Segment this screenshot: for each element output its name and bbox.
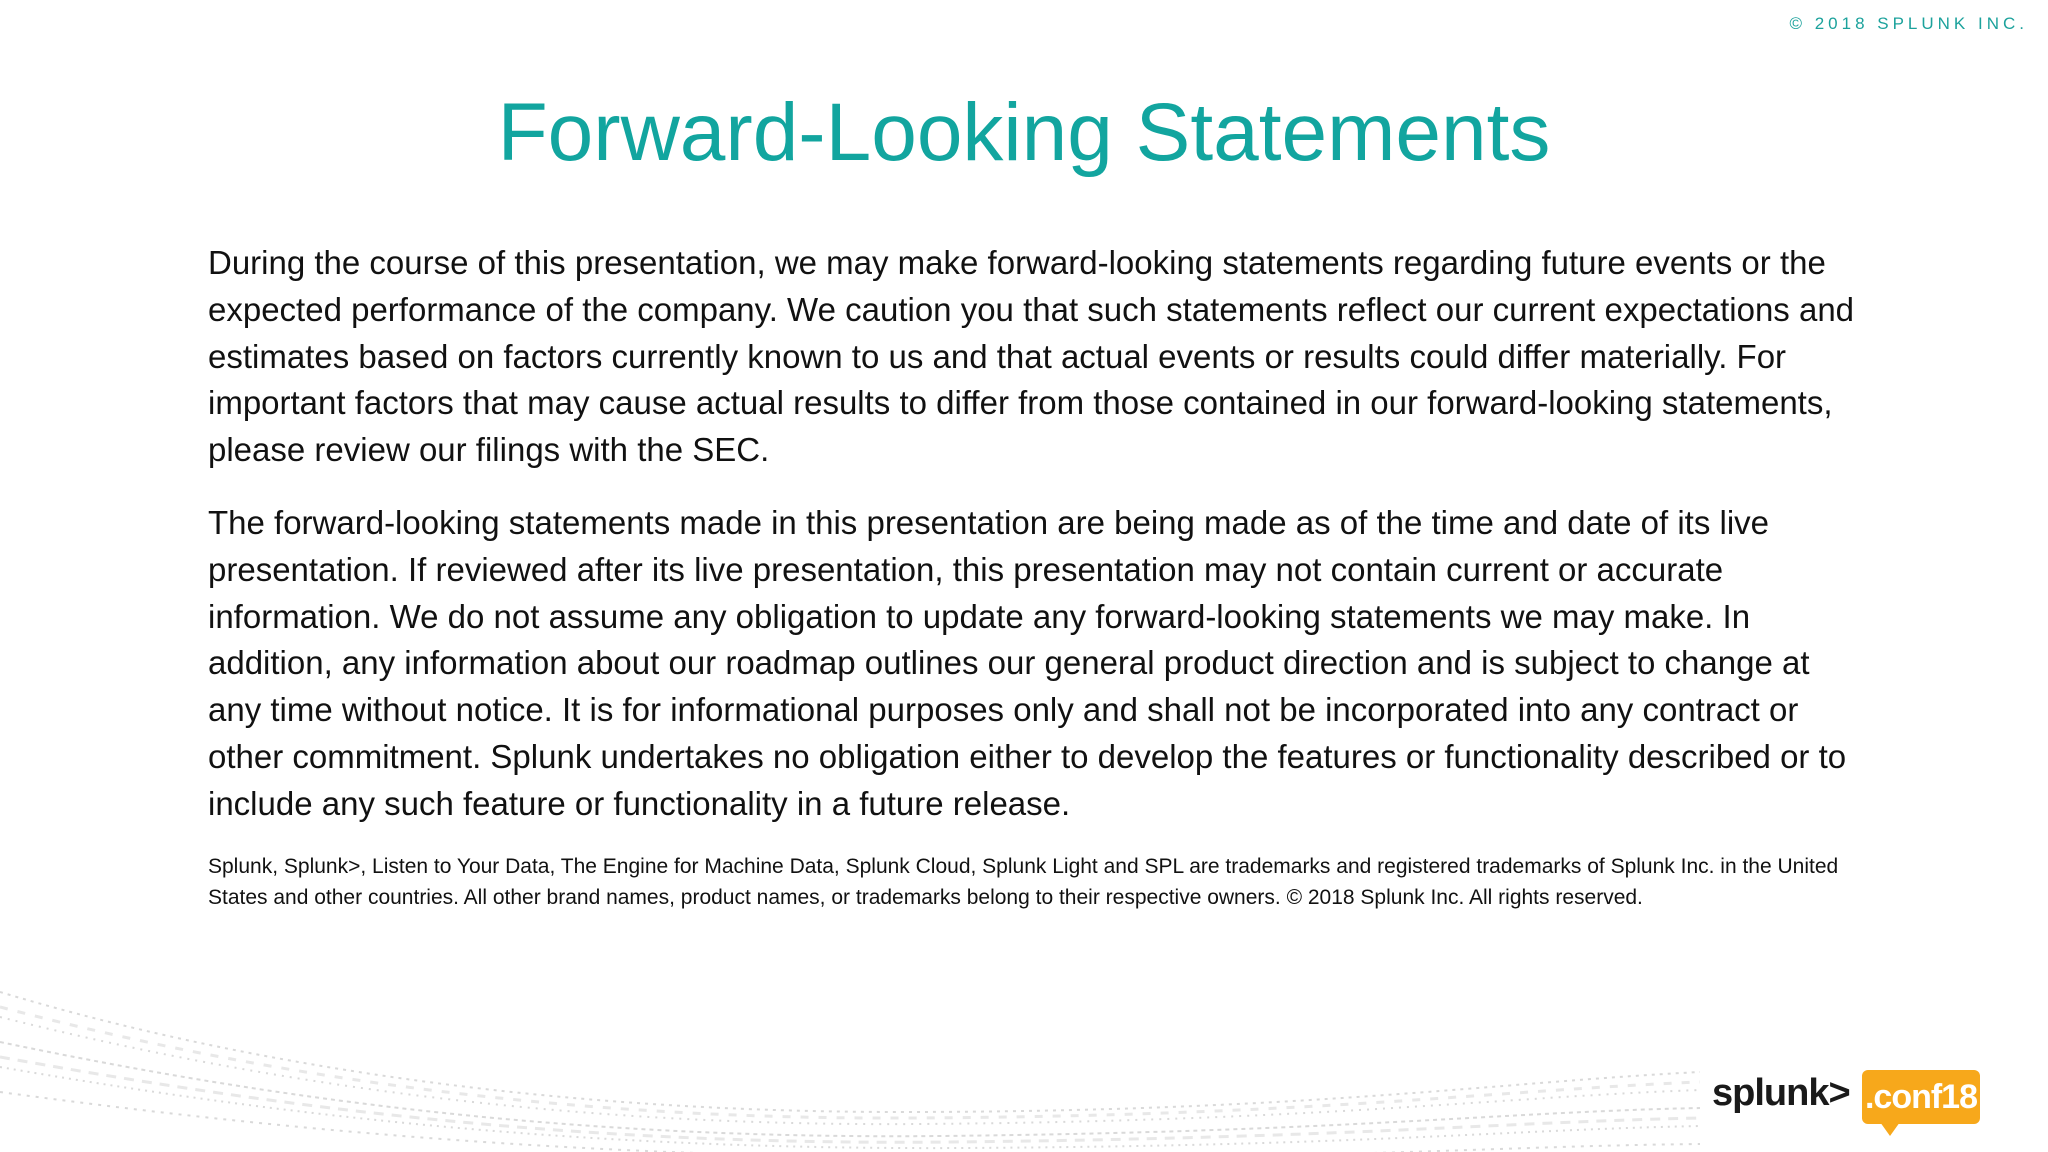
copyright-notice: © 2018 SPLUNK INC. [1789,14,2028,33]
paragraph-disclaimer: The forward-looking statements made in this presentation are being made as of the time and date of its live presentation. If reviewed after its live presentation, this presentation may not contain current or accurate information. We do not assume any obligation to update any forward-looking statements we may make. In addition, any information about our roadmap outlines our general product direction and is subject to change at any time without notice. It is for informational purposes only and shall not be incorporated into any contract or other commitment. Splunk undertakes no obligation either to develop the features or functionality described or to include any such feature or functionality in a future release. [208,504,1847,822]
splunk-logo: splunk> [1712,1072,1850,1114]
trademark-notice: Splunk, Splunk>, Listen to Your Data, The Engine for Machine Data, Splunk Cloud, Splunk Light and SPL are trademarks and registered trademarks of Splunk Inc. in the United States and other countries. All other brand names, product names, or trademarks belong to their respective owners. © 2018 Splunk Inc. All rights reserved. [208,855,1839,909]
log-data-wave-decoration [0,962,1700,1152]
slide-title: Forward-Looking Statements [497,87,1551,178]
paragraph-intro: During the course of this presentation, we may make forward-looking statements regarding future events or the expected performance of the company. We caution you that such statements reflect our current expectations and estimates based on factors currently known to us and that actual events or results could differ materially. For important factors that may cause actual results to differ from those contained in our forward-looking statements, please review our filings with the SEC. [208,244,1855,469]
conf18-logo: .conf18 [1862,1070,1980,1124]
